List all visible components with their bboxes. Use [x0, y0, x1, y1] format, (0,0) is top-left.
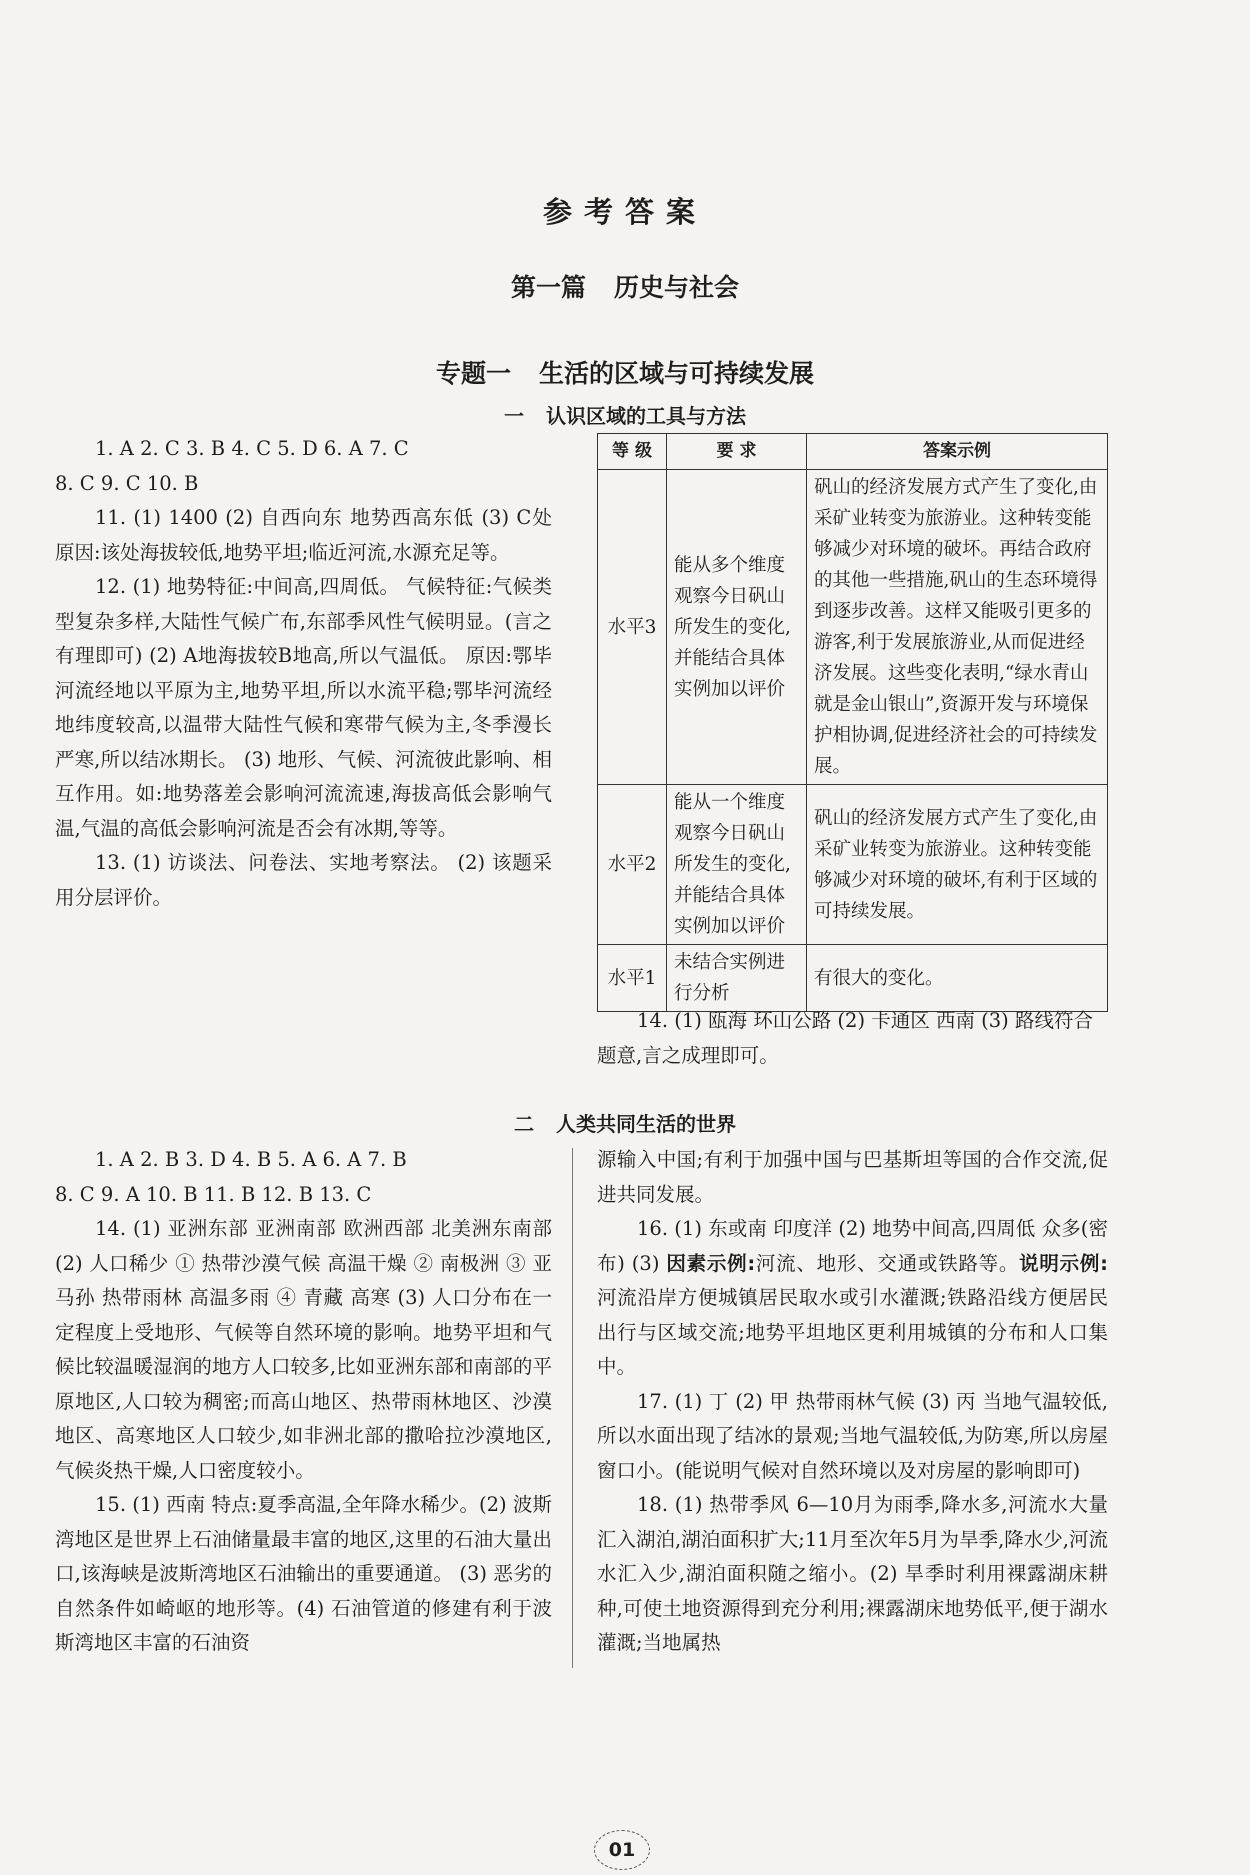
answer-q16	[597, 1212, 1108, 1385]
section-1-title	[0, 400, 1250, 429]
table-cell-example: 矾山的经济发展方式产生了变化,由采矿业转变为旅游业。这种转变能够减少对环境的破坏。再结合政府的其他一些措施,矾山的生态环境得到逐步改善。这样又能吸引更多的游客,利于发展旅游业,从而促进经济发展。这些变化表明,“绿水青山就是金山银山”,资源开发与环境保护相协调,促进经济社会的可持续发展。	[807, 470, 1108, 785]
grading-table-wrap	[597, 433, 1108, 1012]
table-cell-level: 水平1	[598, 945, 667, 1012]
topic-title	[0, 354, 1250, 390]
q16-part-b: 河流、地形、交通或铁路等。	[755, 1251, 1020, 1275]
table-row	[598, 945, 1108, 1012]
table-cell-requirement: 能从一个维度观察今日矾山所发生的变化,并能结合具体实例加以评价	[667, 785, 807, 945]
answer-q12: 12. (1) 地势特征:中间高,四周低。 气候特征:气候类型复杂多样,大陆性气候广布,东部季风性气候明显。(言之有理即可) (2) A地海拔较B地高,所以气温低。 原因:鄂毕河流经地以平原为主,地势平坦,所以水流平稳;鄂毕河流经地纬度较高,以温带大陆性气候和寒带气候为主,冬季漫长严寒,所以结冰期长。 (3) 地形、气候、河流彼此影响、相互作用。如:地势落差会影响河流流速,海拔高低会影响气温,气温的高低会影响河流是否会有冰期,等等。	[55, 575, 552, 840]
table-cell-level: 水平3	[598, 470, 667, 785]
answer-line: 1. A 2. B 3. D 4. B 5. A 6. A 7. B	[95, 1148, 407, 1171]
answer-continuation: 源输入中国;有利于加强中国与巴基斯坦等国的合作交流,促进共同发展。	[597, 1148, 1108, 1206]
table-header-example: 答案示例	[807, 434, 1108, 470]
answer-q18: 18. (1) 热带季风 6—10月为雨季,降水多,河流水大量汇入湖泊,湖泊面积扩大;11月至次年5月为旱季,降水少,河流水汇入少,湖泊面积随之缩小。(2) 旱季时利用裸露湖床耕种,可使土地资源得到充分利用;裸露湖床地势低平,便于湖水灌溉;当地属热	[597, 1493, 1108, 1654]
q16-keyword-factor: 因素示例:	[666, 1251, 756, 1275]
section-1-q14	[597, 1003, 1108, 1073]
table-row	[598, 785, 1108, 945]
answer-q15: 15. (1) 西南 特点:夏季高温,全年降水稀少。(2) 波斯湾地区是世界上石油储量最丰富的地区,这里的石油大量出口,该海峡是波斯湾地区石油输出的重要通道。 (3) 恶劣的自然条件如崎岖的地形等。(4) 石油管道的修建有利于波斯湾地区丰富的石油资	[55, 1493, 552, 1654]
grading-table	[597, 433, 1108, 1012]
topic-number: 专题一	[435, 359, 511, 388]
page-number: 01	[594, 1830, 650, 1870]
section-2-title	[0, 1108, 1250, 1137]
section-2-left-column	[55, 1143, 552, 1661]
table-header-row	[598, 434, 1108, 470]
answer-line: 1. A 2. C 3. B 4. C 5. D 6. A 7. C	[95, 437, 409, 460]
table-row	[598, 470, 1108, 785]
table-cell-example: 矾山的经济发展方式产生了变化,由采矿业转变为旅游业。这种转变能够减少对环境的破坏,有利于区域的可持续发展。	[807, 785, 1108, 945]
section-2-number: 二	[514, 1112, 534, 1136]
answer-q14: 14. (1) 亚洲东部 亚洲南部 欧洲西部 北美洲东南部 (2) 人口稀少 ① 热带沙漠气候 高温干燥 ② 南极洲 ③ 亚马孙 热带雨林 高温多雨 ④ 青藏 高寒 (3) 人口分布在一定程度上受地形、气候等自然环境的影响。地势平坦和气候比较温暖湿润的地方人口较多,比如亚洲东部和南部的平原地区,人口较为稠密;而高山地区、热带雨林地区、沙漠地区、高寒地区人口较少,如非洲北部的撒哈拉沙漠地区,气候炎热干燥,人口密度较小。	[55, 1217, 552, 1482]
answer-q14: 14. (1) 瓯海 环山公路 (2) 卡通区 西南 (3) 路线符合题意,言之成理即可。	[597, 1009, 1093, 1067]
section-2-name: 人类共同生活的世界	[556, 1112, 736, 1136]
section-1-number: 一	[504, 404, 524, 428]
q16-part-c: 河流沿岸方便城镇居民取水或引水灌溉;铁路沿线方便居民出行与区域交流;地势平坦地区更利用城镇的分布和人口集中。	[597, 1286, 1108, 1378]
table-header-level: 等 级	[598, 434, 667, 470]
answer-line: 8. C 9. C 10. B	[55, 471, 199, 495]
answer-q11: 11. (1) 1400 (2) 自西向东 地势西高东低 (3) C处 原因:该处海拔较低,地势平坦;临近河流,水源充足等。	[55, 506, 552, 564]
table-cell-requirement: 未结合实例进行分析	[667, 945, 807, 1012]
part-number: 第一篇	[510, 273, 586, 302]
table-cell-example: 有很大的变化。	[807, 945, 1108, 1012]
section-1-left-column	[55, 432, 552, 915]
answer-line: 8. C 9. A 10. B 11. B 12. B 13. C	[55, 1182, 372, 1206]
q16-part-a: 16. (1) 东或南 印度洋 (2) 地势中间高,四周低 众多(密布) (3)	[597, 1217, 1108, 1275]
section-1-name: 认识区域的工具与方法	[546, 404, 746, 428]
section-2-right-column	[597, 1143, 1108, 1661]
answer-q13: 13. (1) 访谈法、问卷法、实地考察法。 (2) 该题采用分层评价。	[55, 851, 552, 909]
answer-q17: 17. (1) 丁 (2) 甲 热带雨林气候 (3) 丙 当地气温较低,所以水面出现了结冰的景观;当地气温较低,为防寒,所以房屋窗口小。(能说明气候对自然环境以及对房屋的影响即可)	[597, 1389, 1108, 1482]
page-title: 参考答案	[542, 195, 707, 229]
q16-keyword-explain: 说明示例:	[1019, 1251, 1108, 1275]
column-divider	[572, 1148, 573, 1668]
table-cell-level: 水平2	[598, 785, 667, 945]
table-cell-requirement: 能从多个维度观察今日矾山所发生的变化,并能结合具体实例加以评价	[667, 470, 807, 785]
part-name: 历史与社会	[614, 273, 740, 302]
topic-name: 生活的区域与可持续发展	[539, 359, 815, 388]
table-header-requirement: 要 求	[667, 434, 807, 470]
part-title	[0, 268, 1250, 304]
